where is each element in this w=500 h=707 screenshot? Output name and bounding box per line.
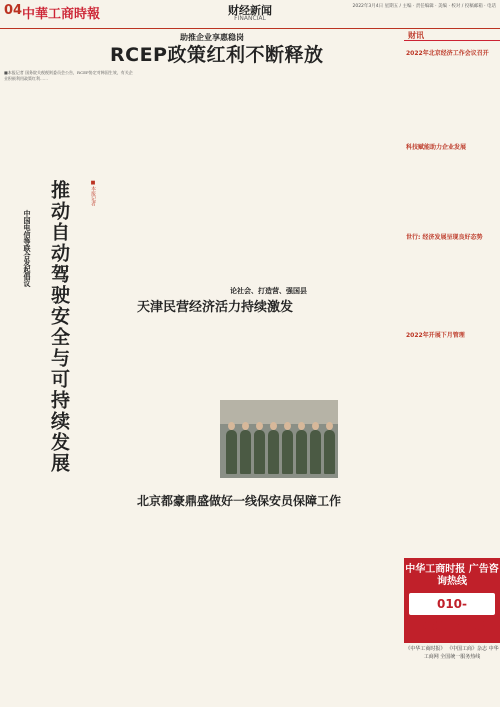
left-byline: ■本报记者: [90, 180, 96, 206]
middle-kicker: 论社会、打造营、强国县: [230, 287, 307, 295]
right-item-3: 世行: 经济发展呈现良好态势: [406, 234, 483, 241]
security-guards-photo: [220, 400, 338, 478]
page-number: 04: [4, 3, 23, 18]
right-item-4: 2022年开展下月管理: [406, 332, 465, 339]
right-item-2: 科技赋能助力企业发展: [406, 144, 467, 151]
right-item-1: 2022年北京经济工作会议召开: [406, 50, 489, 57]
page-header: [0, 0, 500, 29]
lead-kicker: 助推企业享惠稳岗: [180, 33, 244, 42]
ad-block: [404, 558, 500, 643]
header-info: 2022年3月4日 星期五 / 主编 · 责任编辑 · 美编 · 校对 / 投稿邮箱 · 电话: [352, 4, 496, 9]
lead-byline: ■本报记者 国务院关税税则委员会公告，RCEP协定对韩国生效，有关企业积极利用政策红利……: [4, 70, 133, 81]
right-section-title: 财讯: [408, 31, 424, 40]
middle-headline-2: 北京都豪鼎盛做好一线保安员保障工作: [137, 494, 342, 508]
left-headline: 推动自动驾驶安全与可持续发展: [48, 180, 70, 474]
ad-subtext: 《中华工商时报》 《中国工商》杂志 中华工商网 全国统一服务热线: [405, 646, 499, 660]
ad-title: 中华工商时报 广告咨询热线: [405, 564, 499, 587]
section-title-en: FINANCIAL: [234, 15, 266, 22]
lead-headline: RCEP政策红利不断释放: [110, 44, 324, 66]
section-title: 财经新闻: [228, 4, 272, 17]
ad-phone: 010-56317358: [409, 593, 495, 615]
middle-headline-1: 天津民营经济活力持续激发: [137, 300, 294, 315]
newspaper-logo: 中華工商時報: [22, 7, 101, 22]
left-subhead: 中国电信等联合发起倡议: [23, 210, 31, 287]
